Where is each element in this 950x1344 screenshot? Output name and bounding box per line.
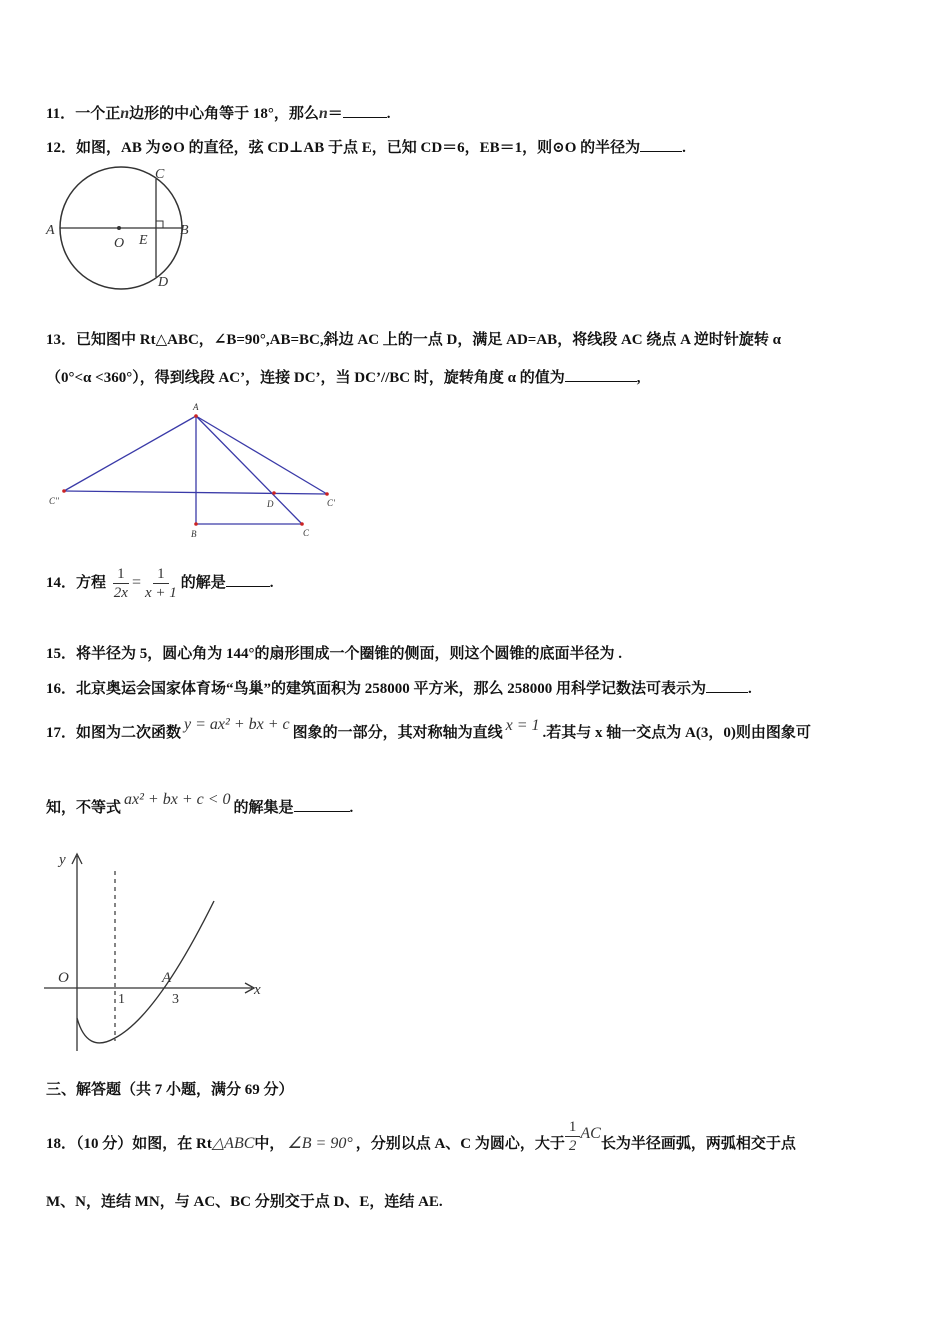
tick-3: 3 [172,992,179,1007]
answer-blank [294,797,350,812]
answer-blank [706,678,748,693]
question-18-line1: 18．（10 分）如图，在 Rt△ABC中， ∠B = 90° ，分别以点 A、C 为圆心，大于 $\frac{1}{2}$ AC长为半径画弧，两弧相交于点 [46,1119,796,1154]
label-c: C [303,528,310,538]
point-c1 [325,492,329,496]
question-14: 14．方程 $\frac{1}{2x}$ = $\frac{1}{x + 1}$ 的解是 . [46,566,274,602]
section-3-heading: 三、解答题（共 7 小题，满分 69 分） [46,1082,294,1098]
label-c: C [155,167,165,182]
point-a [194,414,198,418]
center-point [117,226,121,230]
label-c2: C'' [49,496,59,506]
parabola-curve [77,901,214,1043]
question-15: 15．将半径为 5，圆心角为 144°的扇形围成一个圈锥的侧面，则这个圆锥的底面半径为 . [46,646,623,662]
point-c2 [62,489,66,493]
question-17-line1: 17．如图为二次函数 y = ax² + bx + c 图象的一部分，其对称轴为直线 x = 1 .若其与 x 轴一交点为 A(3，0)则由图象可 [46,716,811,741]
label-a: A [46,223,55,238]
fraction-left: $\frac{1}{2x}$ [113,566,128,602]
label-c1: C' [327,498,335,508]
q11-number: 11． [46,106,76,122]
figure-17-parabola [42,846,272,1056]
point-c [300,522,304,526]
answer-blank [226,572,270,587]
label-o: O [114,236,125,251]
question-17-line2: 知，不等式 ax² + bx + c < 0 的解集是 . [46,791,354,816]
answer-blank [343,103,387,118]
label-b: B [191,529,197,539]
answer-blank [565,367,637,382]
label-b: B [180,223,189,238]
answer-blank [640,137,682,152]
right-angle-mark [156,221,163,228]
point-b [194,522,198,526]
label-x: x [254,982,261,998]
question-13-line1: 13．已知图中 Rt△ABC，∠B=90°,AB=BC,斜边 AC 上的一点 D，满足 AD=AB，将线段 AC 绕点 A 逆时针旋转 α [46,332,781,348]
figure-13-triangle [44,400,354,542]
tick-1: 1 [118,992,125,1007]
fraction-right: $\frac{1}{x + 1}$ [144,566,177,602]
question-12: 12．如图，AB 为⊙O 的直径，弦 CD⊥AB 于点 E，已知 CD＝6，EB＝1，则⊙O 的半径为 . [46,137,686,158]
fraction-half: $\frac{1}{2}$ [565,1118,581,1155]
label-y: y [59,852,66,868]
label-o: O [58,970,69,986]
label-d: D [158,275,169,290]
label-d: D [267,499,274,509]
point-d [272,491,276,495]
question-11: 11．一个正n边形的中心角等于 18°，那么n＝ . [46,105,391,122]
question-18-line2: M、N，连结 MN，与 AC、BC 分别交于点 D、E，连结 AE. [46,1194,443,1210]
label-a: A [162,970,172,986]
question-13-line2: （0°<α <360°），得到线段 AC’，连接 DC’，当 DC’//BC 时，旋转角度 α 的值为 , [46,367,641,388]
label-e: E [139,233,148,248]
segment-ac2 [64,416,196,491]
question-16: 16．北京奥运会国家体育场“鸟巢”的建筑面积为 258000 平方米，那么 258000 用科学记数法可表示为 . [46,678,752,699]
figure-12-circle [42,162,202,294]
label-a: A [193,402,199,412]
